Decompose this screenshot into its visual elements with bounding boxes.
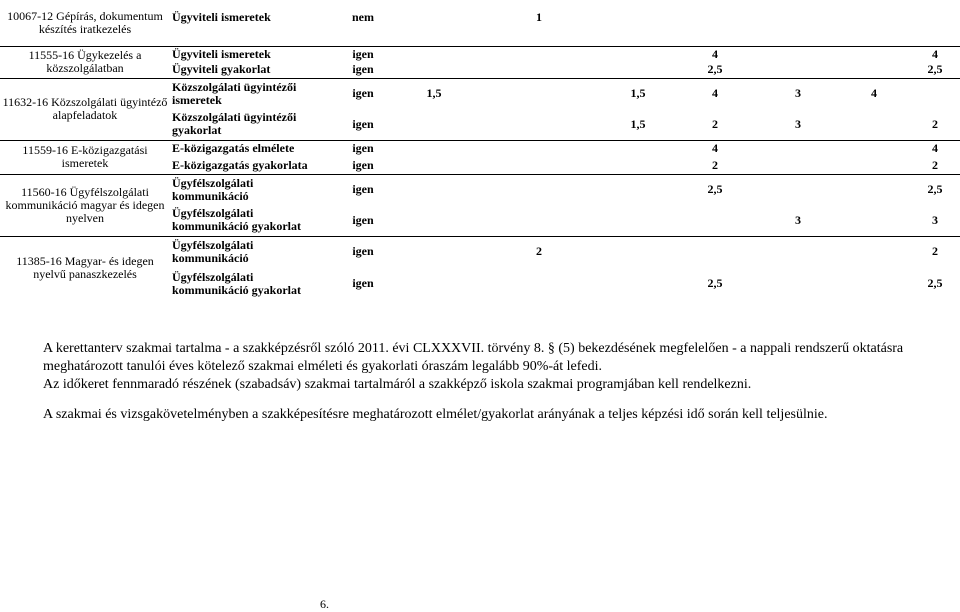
requirement-cell: igen	[332, 236, 394, 267]
subject-cell: Ügyfélszolgálati kommunikáció gyakorlat	[172, 269, 302, 297]
hours-cell	[838, 267, 910, 300]
subject-cell: Ügyviteli ismeretek	[172, 9, 271, 24]
subject-cell: Ügyfélszolgálati kommunikáció	[170, 174, 332, 205]
subject-cell: Ügyviteli ismeretek	[170, 46, 332, 62]
hours-cell	[394, 0, 474, 34]
hours-cell: 4	[910, 140, 960, 157]
subject-cell: Közszolgálati ügyintézői ismeretek	[170, 78, 332, 109]
hours-cell	[604, 62, 672, 78]
hours-cell	[838, 46, 910, 62]
curriculum-table	[0, 0, 960, 300]
hours-cell: 4	[672, 78, 758, 109]
hours-cell	[604, 0, 672, 34]
hours-cell	[838, 109, 910, 140]
hours-cell: 4	[838, 78, 910, 109]
hours-cell	[838, 157, 910, 174]
requirement-cell: nem	[352, 9, 374, 24]
requirement-cell: igen	[352, 116, 374, 131]
hours-cell: 1	[536, 9, 542, 24]
hours-cell	[394, 140, 474, 157]
requirement-cell: igen	[352, 157, 374, 172]
hours-cell: 2	[932, 116, 938, 131]
hours-cell: 3	[758, 78, 838, 109]
subject-cell: E-közigazgatás gyakorlata	[172, 157, 308, 172]
hours-cell	[672, 0, 758, 34]
subject-cell: Ügyfélszolgálati kommunikáció	[170, 236, 332, 267]
hours-cell	[604, 174, 672, 205]
hours-cell	[910, 0, 960, 34]
hours-cell	[838, 140, 910, 157]
hours-cell	[474, 174, 604, 205]
hours-cell: 2,5	[672, 174, 758, 205]
hours-cell	[474, 62, 604, 78]
hours-cell: 1,5	[630, 116, 646, 131]
hours-cell	[838, 236, 910, 267]
hours-cell	[394, 46, 474, 62]
note-paragraph: A szakmai és vizsgakövetelményben a szakképesítésre meghatározott elmélet/gyakorlat arányának a teljes képzési idő során kell teljesülnie.	[43, 407, 828, 422]
hours-cell	[604, 267, 672, 300]
hours-cell	[474, 46, 604, 62]
hours-cell	[838, 62, 910, 78]
page-number: 6.	[320, 597, 329, 611]
hours-cell: 4	[910, 46, 960, 62]
hours-cell	[394, 205, 474, 236]
hours-cell	[474, 109, 604, 140]
hours-cell	[604, 236, 672, 267]
hours-cell	[838, 205, 910, 236]
hours-cell	[474, 78, 604, 109]
subject-cell: Közszolgálati ügyintézői gyakorlat	[172, 110, 297, 138]
hours-cell	[838, 0, 910, 34]
hours-cell	[474, 205, 604, 236]
requirement-cell: igen	[332, 140, 394, 157]
hours-cell	[758, 236, 838, 267]
requirement-cell: igen	[352, 62, 374, 77]
spacer-cell	[170, 34, 960, 46]
module-cell: 11632-16 Közszolgálati ügyintéző alapfeladatok	[0, 78, 170, 140]
subject-cell: E-közigazgatás elmélete	[170, 140, 332, 157]
hours-cell: 2,5	[910, 174, 960, 205]
subject-cell: Ügyviteli gyakorlat	[172, 62, 271, 77]
hours-cell	[394, 267, 474, 300]
note-paragraph: Az időkeret fennmaradó részének (szabadsáv) szakmai tartalmáról a szakképző iskola szakmai programjában kell rendelkezni.	[43, 377, 752, 392]
requirement-cell: igen	[332, 78, 394, 109]
hours-cell	[758, 46, 838, 62]
hours-cell	[672, 236, 758, 267]
subject-cell: Ügyfélszolgálati kommunikáció gyakorlat	[172, 206, 302, 234]
hours-cell	[394, 157, 474, 174]
hours-cell: 2	[932, 157, 938, 172]
module-cell: 10067-12 Gépírás, dokumentum készítés iratkezelés	[7, 8, 163, 36]
hours-cell: 3	[795, 212, 801, 227]
module-cell: 11559-16 E-közigazgatási ismeretek	[0, 140, 170, 174]
hours-cell: 1,5	[604, 78, 672, 109]
requirement-cell: igen	[352, 276, 374, 290]
hours-cell	[474, 157, 604, 174]
hours-cell	[394, 174, 474, 205]
hours-cell	[758, 140, 838, 157]
requirement-cell: igen	[332, 174, 394, 205]
hours-cell: 2	[910, 236, 960, 267]
hours-cell: 2,5	[927, 62, 943, 77]
requirement-cell: igen	[332, 46, 394, 62]
hours-cell	[758, 0, 838, 34]
hours-cell	[672, 205, 758, 236]
hours-cell	[394, 109, 474, 140]
hours-cell	[604, 140, 672, 157]
hours-cell	[604, 157, 672, 174]
module-cell: 11385-16 Magyar- és idegen nyelvű panaszkezelés	[0, 236, 170, 300]
notes-section	[43, 340, 943, 424]
note-paragraph: A kerettanterv szakmai tartalma - a szakképzésről szóló 2011. évi CLXXXVII. törvény 8. § (5) bekezdésének megfelelően - a nappali rendszerű oktatásra meghatározott tanulói éves kötelező szakmai elméleti és gyakorlati óraszám legalább 90%-át lefedi.	[43, 341, 904, 374]
hours-cell: 2,5	[707, 276, 723, 290]
module-cell: 11555-16 Ügykezelés a közszolgálatban	[0, 46, 170, 78]
hours-cell: 3	[932, 212, 938, 227]
hours-cell: 4	[672, 140, 758, 157]
hours-cell	[758, 157, 838, 174]
hours-cell: 1,5	[394, 78, 474, 109]
hours-cell	[838, 174, 910, 205]
hours-cell	[604, 205, 672, 236]
hours-cell: 4	[672, 46, 758, 62]
hours-cell	[604, 46, 672, 62]
hours-cell	[758, 62, 838, 78]
hours-cell: 2	[474, 236, 604, 267]
hours-cell	[910, 78, 960, 109]
hours-cell	[758, 174, 838, 205]
hours-cell: 3	[795, 116, 801, 131]
hours-cell	[474, 267, 604, 300]
hours-cell	[758, 267, 838, 300]
hours-cell: 2,5	[927, 276, 943, 290]
hours-cell: 2	[712, 157, 718, 172]
hours-cell: 2,5	[707, 62, 723, 77]
hours-cell	[394, 62, 474, 78]
hours-cell	[394, 236, 474, 267]
requirement-cell: igen	[352, 212, 374, 227]
hours-cell: 2	[712, 116, 718, 131]
hours-cell	[474, 140, 604, 157]
module-cell: 11560-16 Ügyfélszolgálati kommunikáció magyar és idegen nyelven	[0, 174, 170, 236]
